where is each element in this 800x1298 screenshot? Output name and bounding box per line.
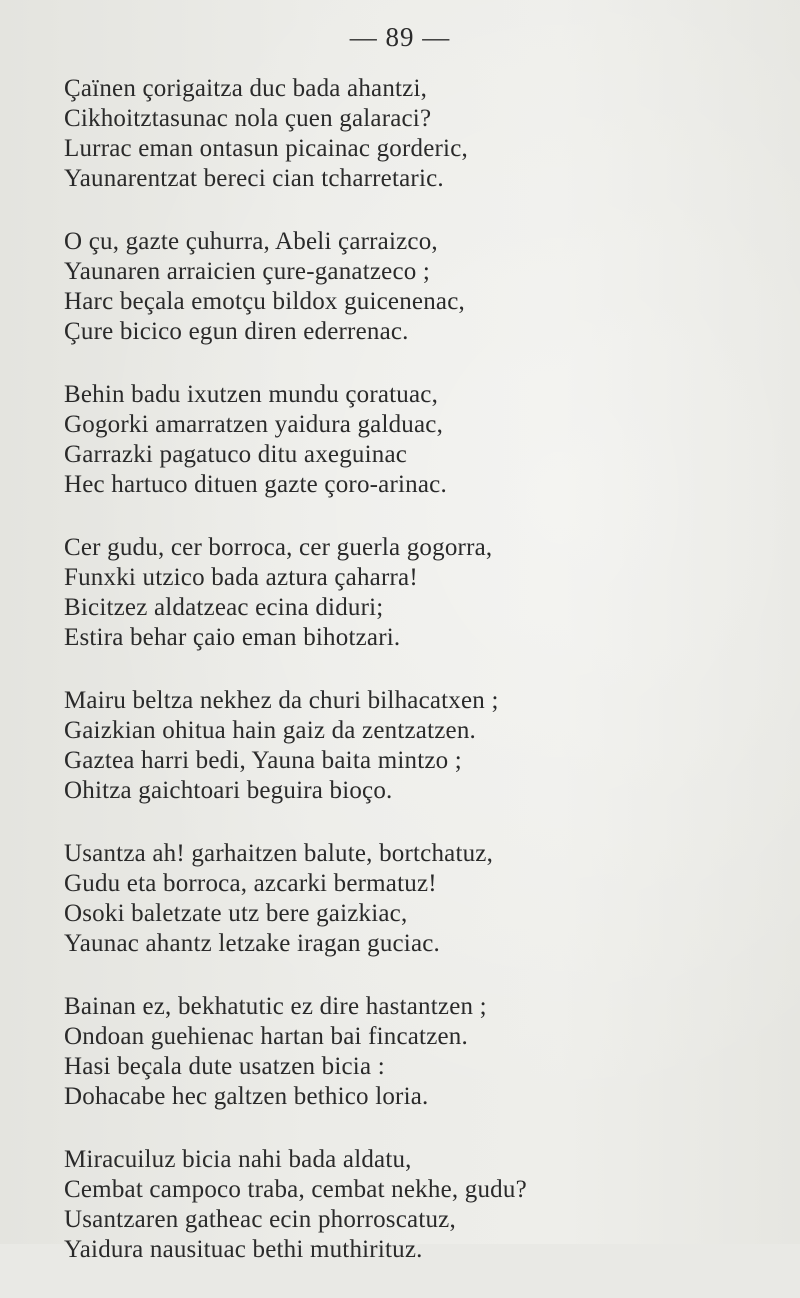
stanza-3: [64, 380, 764, 500]
poem-line: Hec hartuco dituen gazte çoro-arinac.: [64, 471, 447, 498]
poem-line: Osoki baletzate utz bere gaizkiac,: [64, 900, 408, 927]
page-number: — 89 —: [349, 22, 451, 52]
poem-line: Yaunaren arraicien çure-ganatzeco ;: [64, 258, 431, 285]
poem-line: Behin badu ixutzen mundu çoratuac,: [64, 381, 439, 408]
poem-line: Hasi beçala dute usatzen bicia :: [64, 1053, 385, 1080]
poem-line: Yaunarentzat bereci cian tcharretaric.: [64, 165, 444, 192]
stanza-4: [64, 533, 764, 653]
stanza-6: [64, 839, 764, 959]
poem-line: Cer gudu, cer borroca, cer guerla gogorra,: [64, 534, 493, 561]
poem-line: Usantza ah! garhaitzen balute, bortchatuz,: [64, 840, 494, 867]
stanza-2: [64, 227, 764, 347]
poem-line: O çu, gazte çuhurra, Abeli çarraizco,: [64, 228, 438, 255]
poem-line: Yaidura nausituac bethi muthirituz.: [64, 1236, 423, 1263]
stanza-7: [64, 992, 764, 1112]
poem-line: Ohitza gaichtoari beguira bioço.: [64, 777, 393, 804]
poem: [64, 74, 764, 1298]
poem-line: Çure bicico egun diren ederrenac.: [64, 318, 409, 345]
poem-line: Ondoan guehienac hartan bai fincatzen.: [64, 1023, 468, 1050]
stanza-8: [64, 1145, 764, 1265]
poem-line: Gogorki amarratzen yaidura galduac,: [64, 411, 444, 438]
poem-line: Miracuiluz bicia nahi bada aldatu,: [64, 1146, 412, 1173]
poem-line: Funxki utzico bada aztura çaharra!: [64, 564, 418, 591]
poem-line: Usantzaren gatheac ecin phorroscatuz,: [64, 1206, 456, 1233]
poem-line: Gaizkian ohitua hain gaiz da zentzatzen.: [64, 717, 476, 744]
poem-line: Bicitzez aldatzeac ecina diduri;: [64, 594, 384, 621]
stanza-5: [64, 686, 764, 806]
poem-line: Cikhoitztasunac nola çuen galaraci?: [64, 105, 432, 132]
poem-line: Çaïnen çorigaitza duc bada ahantzi,: [64, 75, 428, 102]
poem-line: Yaunac ahantz letzake iragan guciac.: [64, 930, 440, 957]
poem-line: Cembat campoco traba, cembat nekhe, gudu?: [64, 1176, 527, 1203]
poem-line: Garrazki pagatuco ditu axeguinac: [64, 441, 408, 468]
poem-line: Gaztea harri bedi, Yauna baita mintzo ;: [64, 747, 462, 774]
poem-line: Gudu eta borroca, azcarki bermatuz!: [64, 870, 437, 897]
poem-line: Mairu beltza nekhez da churi bilhacatxen ;: [64, 687, 499, 714]
stanza-1: [64, 74, 764, 194]
poem-line: Harc beçala emotçu bildox guicenenac,: [64, 288, 465, 315]
poem-line: Dohacabe hec galtzen bethico loria.: [64, 1083, 429, 1110]
poem-line: Estira behar çaio eman bihotzari.: [64, 624, 401, 651]
poem-line: Bainan ez, bekhatutic ez dire hastantzen ;: [64, 993, 487, 1020]
poem-line: Lurrac eman ontasun picainac gorderic,: [64, 135, 468, 162]
